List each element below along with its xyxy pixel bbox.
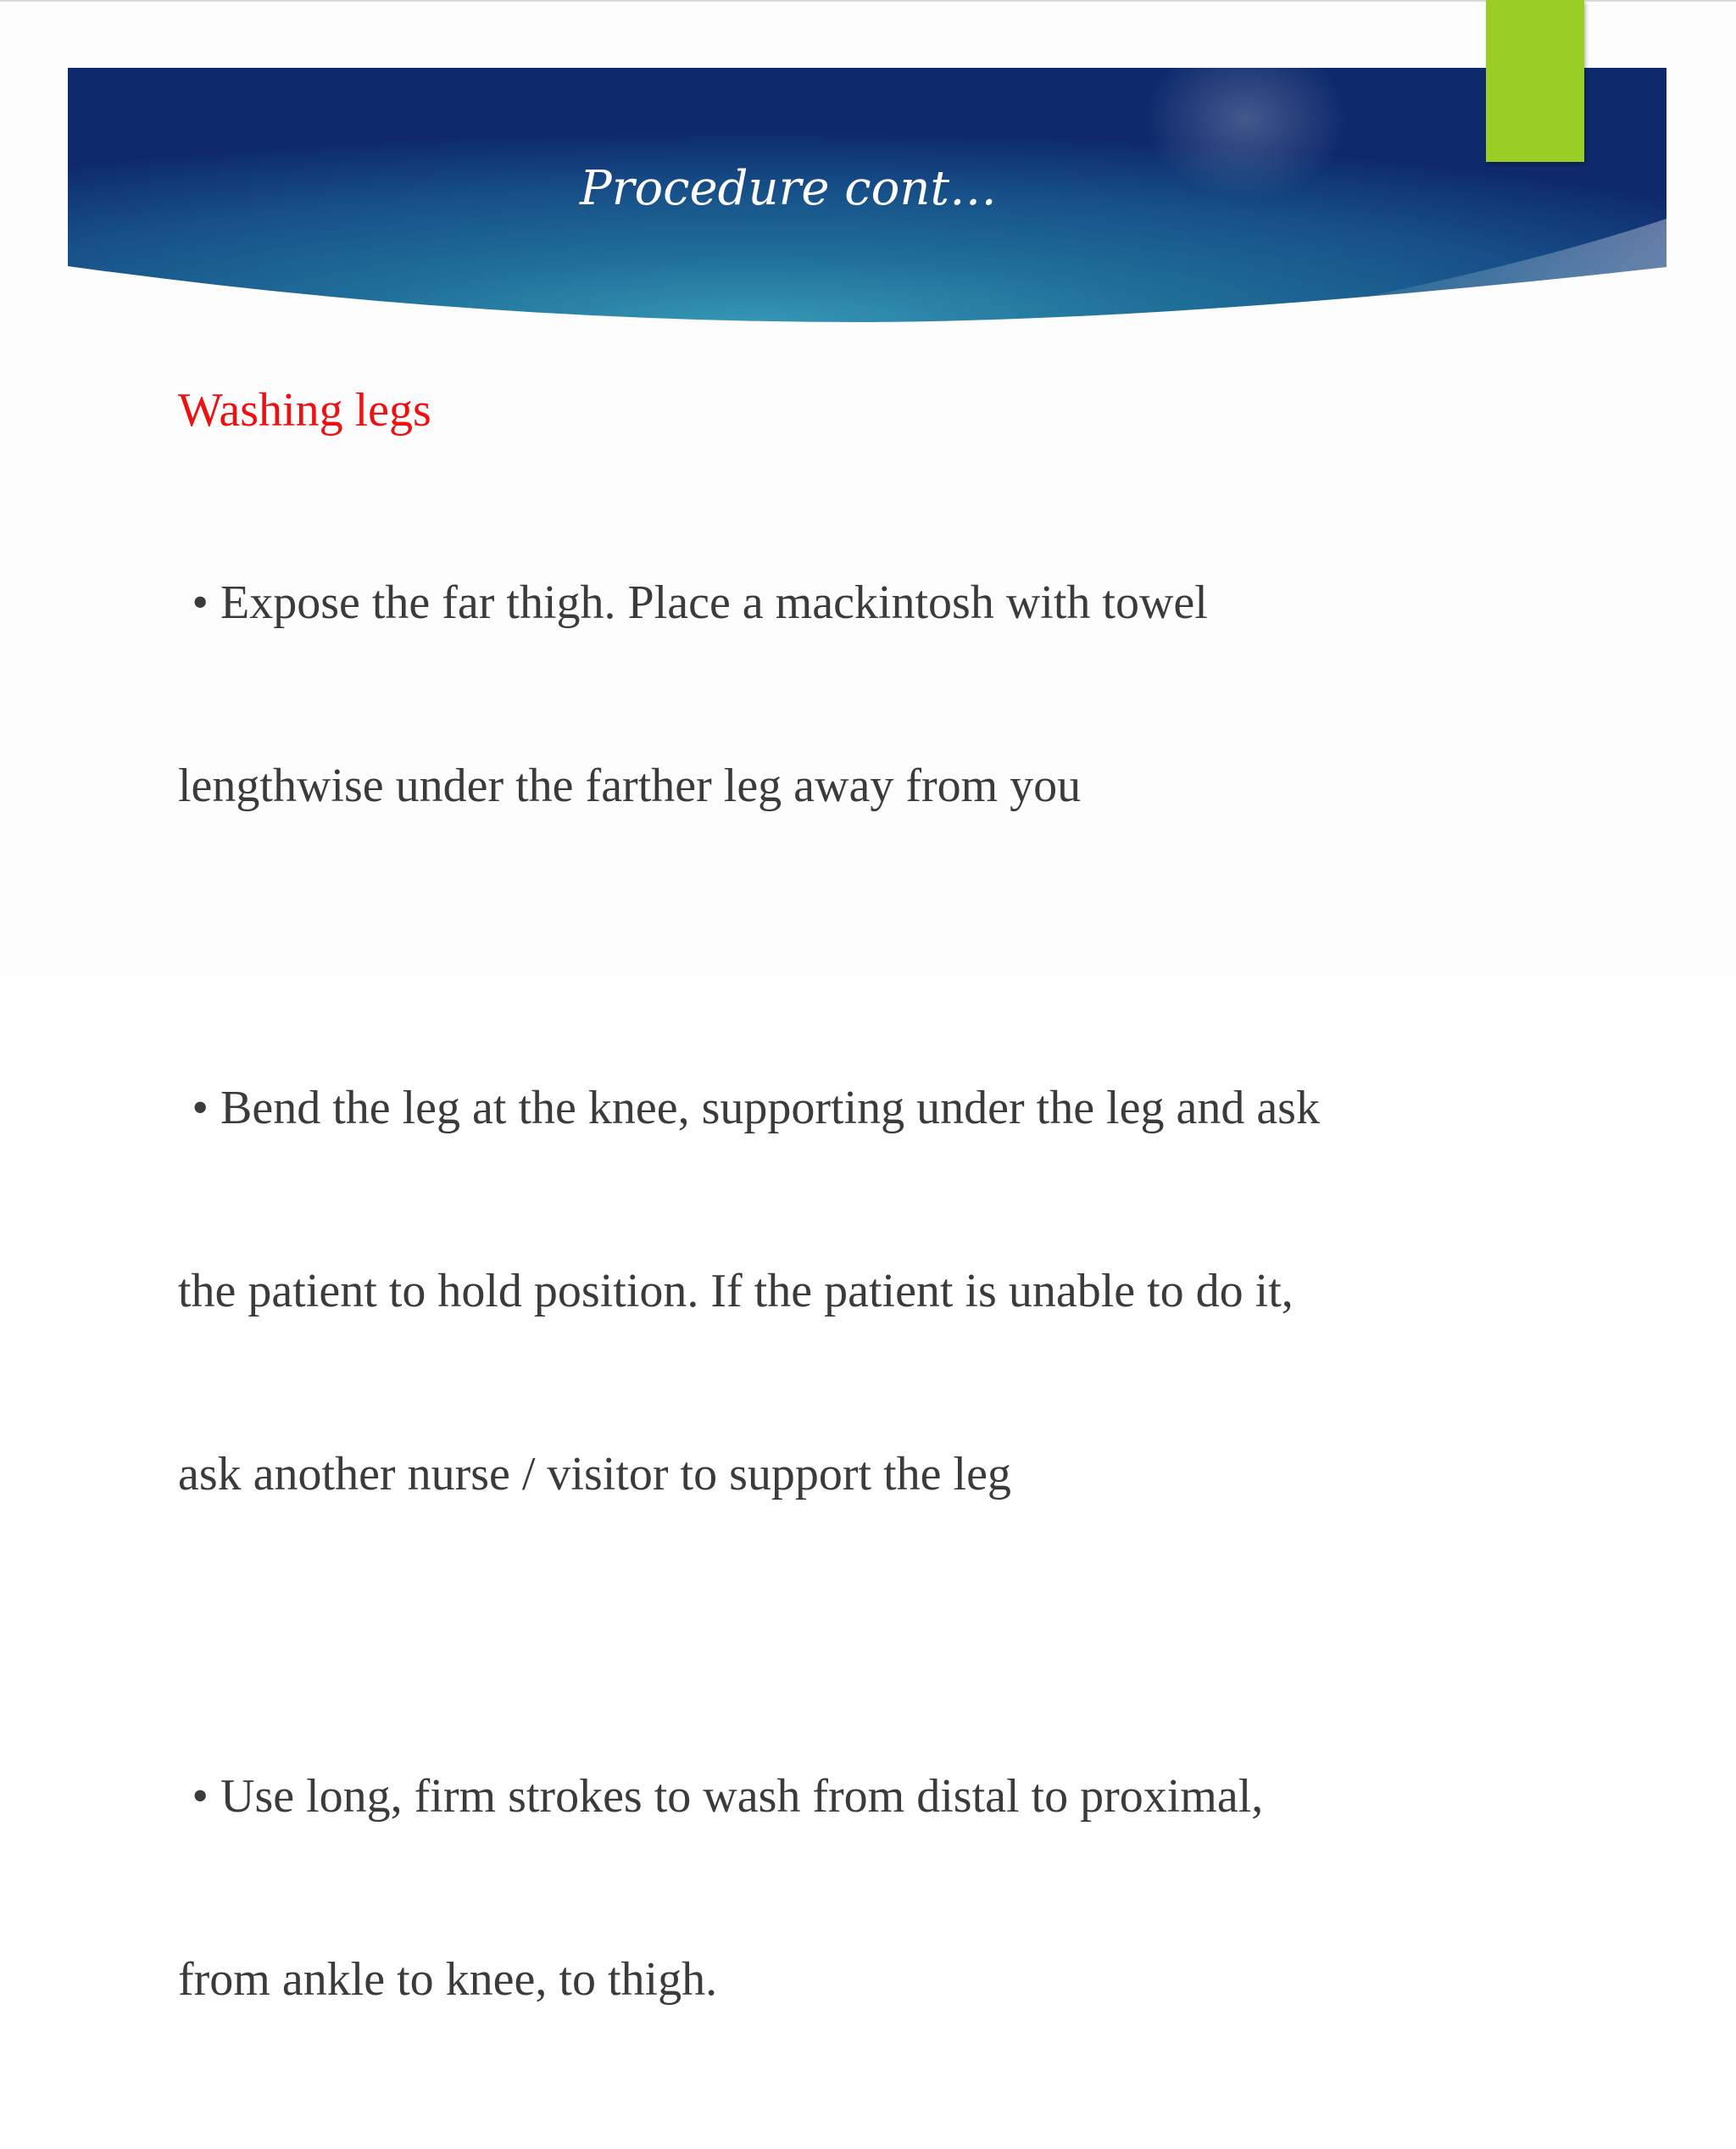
bullet-item-3	[178, 1644, 1449, 2132]
bullet-glyph: •	[192, 1770, 209, 1823]
bullet-glyph: •	[192, 576, 209, 629]
section-heading: Washing legs	[178, 384, 431, 437]
bullet-line: from ankle to knee, to thigh.	[178, 1953, 718, 2006]
bullet-line: the patient to hold position. If the patient is unable to do it,	[178, 1265, 1294, 1317]
slide-body	[178, 377, 1449, 2149]
bullet-line: ask another nurse / visitor to support the leg	[178, 1448, 1011, 1500]
bullet-line: lengthwise under the farther leg away from you	[178, 760, 1082, 812]
bullet-line: • Expose the far thigh. Place a mackintosh with towel	[178, 572, 1449, 633]
bullet-item-1	[178, 450, 1449, 938]
accent-bar	[1486, 0, 1584, 162]
bullet-line: • Bend the leg at the knee, supporting under the leg and ask	[178, 1077, 1449, 1139]
bullet-item-2	[178, 955, 1449, 1627]
bullet-glyph: •	[192, 1082, 209, 1134]
bullet-line: • Use long, firm strokes to wash from distal to proximal,	[178, 1766, 1449, 1827]
slide-title: Procedure cont…	[580, 161, 997, 216]
